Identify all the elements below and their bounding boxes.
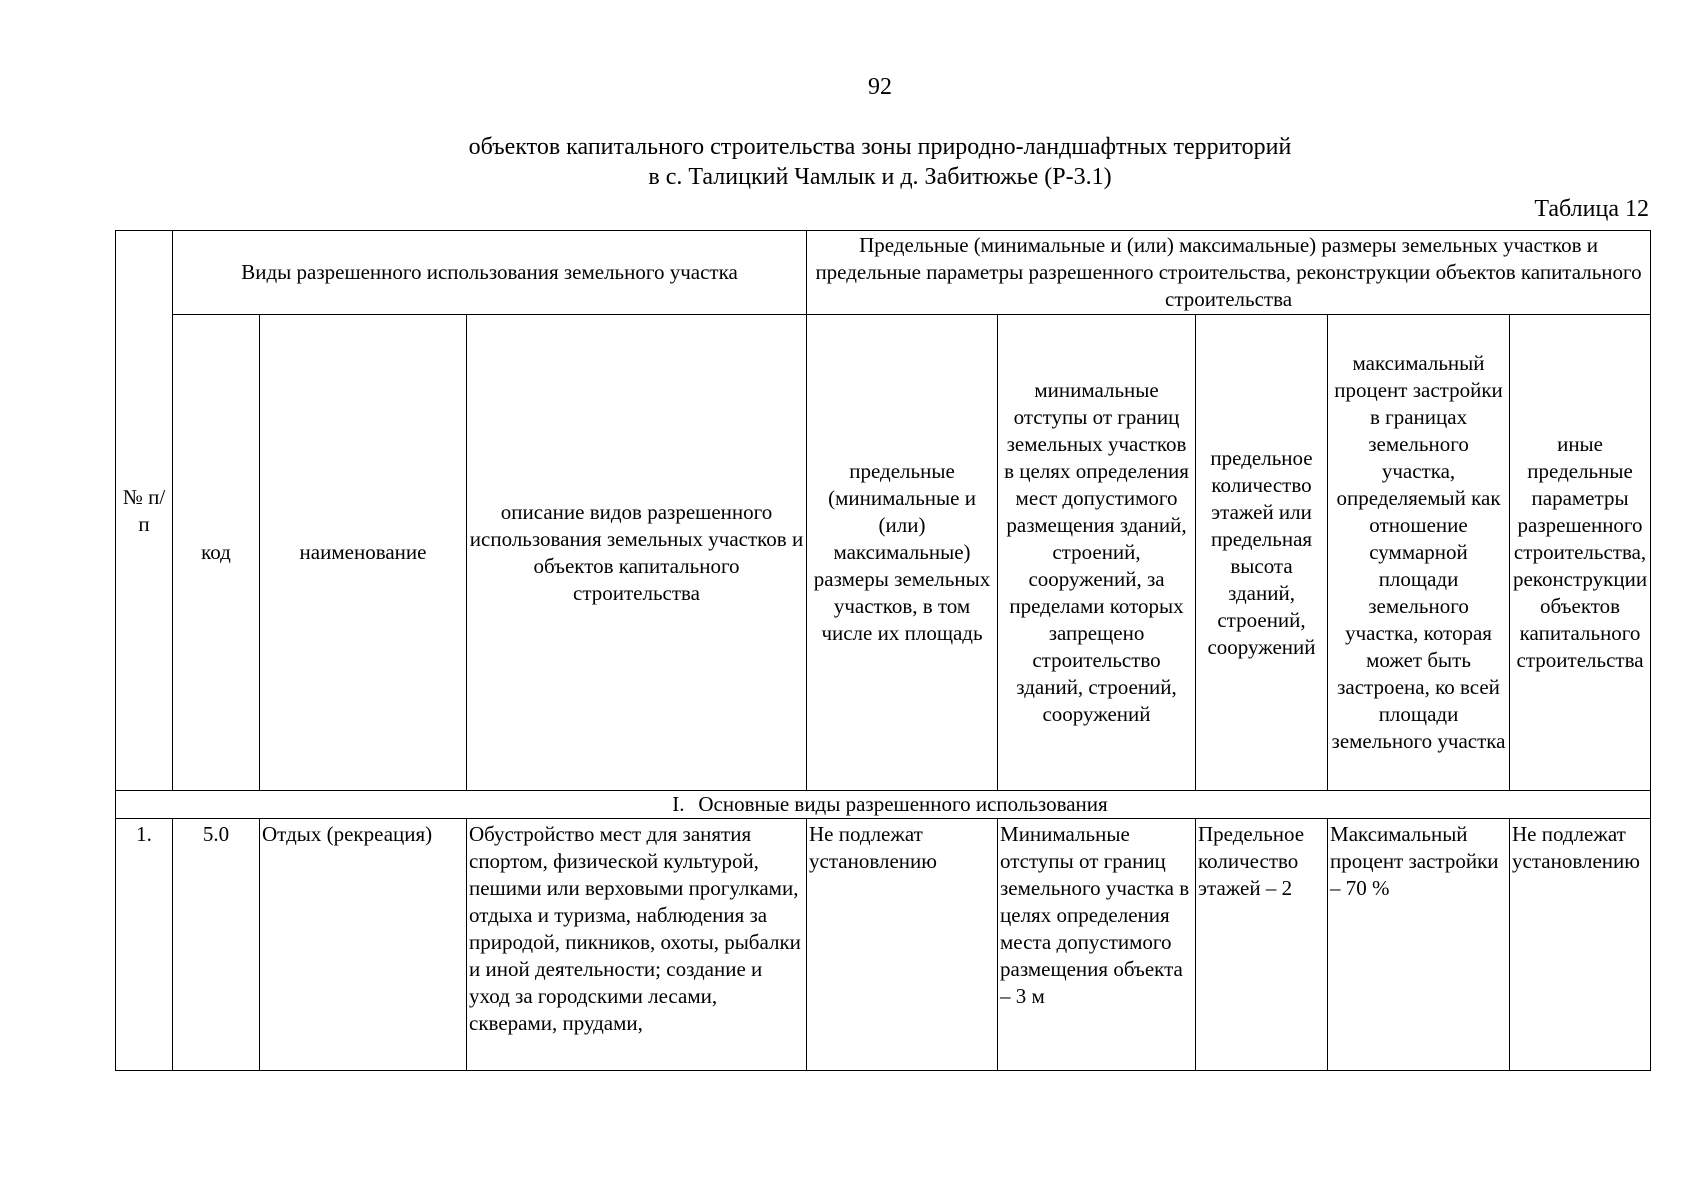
header-floors: предельное количество этажей или предельная высота зданий, строений, сооружений xyxy=(1196,315,1328,791)
header-code: код xyxy=(173,315,260,791)
header-name: наименование xyxy=(260,315,467,791)
regulations-table xyxy=(115,230,1651,1071)
cell-code: 5.0 xyxy=(173,819,260,1071)
header-coverage: максимальный процент застройки в границах земельного участка, определяемый как отношение суммарной площади земельного участка, которая может быть застроена, ко всей площади земельного участка xyxy=(1328,315,1510,791)
cell-description: Обустройство мест для занятия спортом, физической культурой, пешими или верховыми прогулками, отдыха и туризма, наблюдения за природой, пикников, охоты, рыбалки и иной деятельности; создание и уход за городскими лесами, скверами, прудами, xyxy=(467,819,807,1071)
header-description: описание видов разрешенного использования земельных участков и объектов капитального строительства xyxy=(467,315,807,791)
cell-sizes: Не подлежат установлению xyxy=(807,819,998,1071)
cell-other: Не подлежат установлению xyxy=(1510,819,1651,1071)
header-group-params: Предельные (минимальные и (или) максимальные) размеры земельных участков и предельные параметры разрешенного строительства, реконструкции объектов капитального строительства xyxy=(807,231,1651,315)
title-line-2: в с. Талицкий Чамлык и д. Забитюжье (Р-3.1) xyxy=(648,164,1112,190)
table-label: Таблица 12 xyxy=(1534,196,1649,222)
header-row-1 xyxy=(116,231,1651,315)
header-sizes: предельные (минимальные и (или) максимальные) размеры земельных участков, в том числе их площадь xyxy=(807,315,998,791)
section-row xyxy=(116,791,1651,819)
section-label: Основные виды разрешенного использования xyxy=(698,792,1108,816)
header-other: иные предельные параметры разрешенного строительства, реконструкции объектов капитального строительства xyxy=(1510,315,1651,791)
header-num: № п/п xyxy=(116,231,173,791)
section-number: I. xyxy=(672,792,685,816)
header-group-use: Виды разрешенного использования земельного участка xyxy=(173,231,807,315)
header-setbacks: минимальные отступы от границ земельных участков в целях определения мест допустимого размещения зданий, строений, сооружений, за пределами которых запрещено строительство зданий, строений, сооружений xyxy=(998,315,1196,791)
document-title xyxy=(0,132,1697,192)
cell-num: 1. xyxy=(116,819,173,1071)
section-heading xyxy=(116,791,1651,819)
header-row-2 xyxy=(116,315,1651,791)
cell-name: Отдых (рекреация) xyxy=(260,819,467,1071)
cell-floors: Предельное количество этажей – 2 xyxy=(1196,819,1328,1071)
cell-coverage: Максимальный процент застройки – 70 % xyxy=(1328,819,1510,1071)
page-number: 92 xyxy=(868,74,892,100)
table-row xyxy=(116,819,1651,1071)
cell-setbacks: Минимальные отступы от границ земельного участка в целях определения места допустимого размещения объекта – 3 м xyxy=(998,819,1196,1071)
title-line-1: объектов капитального строительства зоны природно-ландшафтных территорий xyxy=(468,134,1292,160)
